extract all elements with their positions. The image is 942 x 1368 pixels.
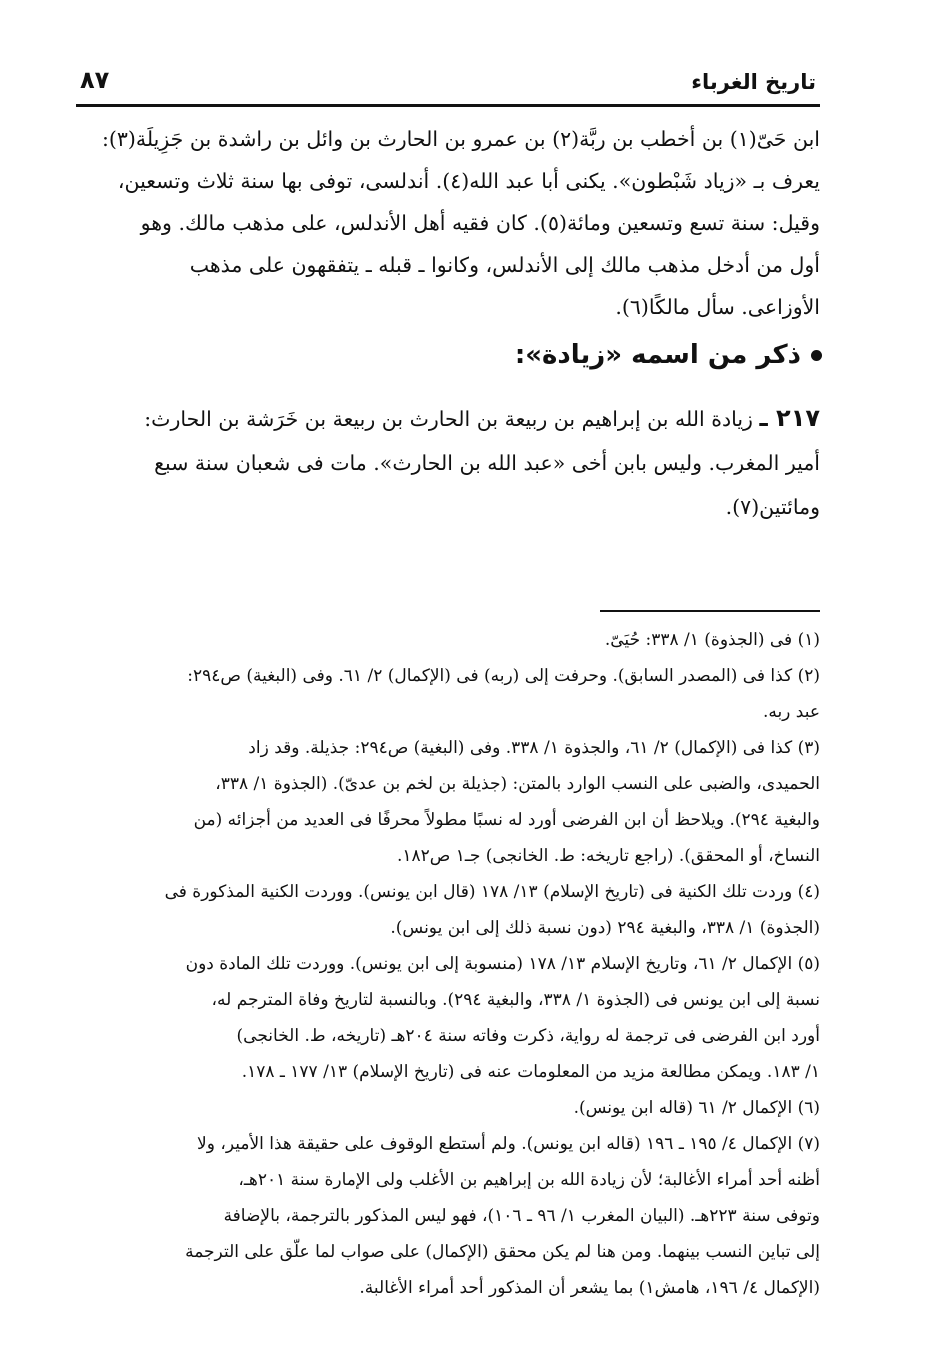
header-rule xyxy=(76,104,820,107)
footnote-line: عبد ربه. xyxy=(762,702,820,722)
body-line: يعرف بـ «زياد شَبْطون». يكنى أبا عبد الله(٤). أندلسى، توفى بها سنة ثلاث وتسعين، xyxy=(117,169,820,193)
footnote-line: (الإكمال ٤/ ١٩٦، هامش١) بما يشعر أن المذكور أحد أمراء الأغالبة. xyxy=(359,1278,820,1298)
footnote-line: وتوفى سنة ٢٢٣هـ. (البيان المغرب ١/ ٩٦ ـ ١٠٦)، فهو ليس المذكور بالترجمة، بالإضافة xyxy=(223,1206,820,1226)
body-line: الأوزاعى. سأل مالكًا(٦). xyxy=(615,295,820,319)
footnote-line: أورد ابن الفرضى فى ترجمة له رواية، ذكرت وفاته سنة ٢٠٤هـ (تاريخه، ط. الخانجى) xyxy=(236,1026,820,1046)
footnote-line: والبغية ٢٩٤). ويلاحظ أن ابن الفرضى أورد له نسبًا مطولاً محرفًا فى العديد من أجزائه (من xyxy=(193,810,820,830)
entry-line: أمير المغرب. وليس بابن أخى «عبد الله بن الحارث». مات فى شعبان سنة سبع xyxy=(154,451,820,475)
section-heading-text: ذكر من اسمه «زيادة»: xyxy=(514,340,801,370)
footnote-line: (٤) وردت تلك الكنية فى (تاريخ الإسلام) ١٣/ ١٧٨ (قال ابن يونس). ووردت الكنية المذكورة فى xyxy=(164,882,820,902)
body-line: أول من أدخل مذهب مالك إلى الأندلس، وكانوا ـ قبله ـ يتفقهون على مذهب xyxy=(189,253,820,277)
footnote-line: (الجذوة) ١/ ٣٣٨، والبغية ٢٩٤ (دون نسبة ذلك إلى ابن يونس). xyxy=(390,918,820,938)
footnote-line: الحميدى، والضبى على النسب الوارد بالمتن: (جذيلة بن لخم بن عدىّ). (الجذوة ١/ ٣٣٨، xyxy=(215,774,820,794)
bullet-dot-icon xyxy=(811,350,822,361)
footnote-line: نسبة إلى ابن يونس فى (الجذوة ١/ ٣٣٨، والبغية ٢٩٤). وبالنسبة لتاريخ وفاة المترجم له، xyxy=(211,990,820,1010)
footnote-line: (٧) الإكمال ٤/ ١٩٥ ـ ١٩٦ (قاله ابن يونس). ولم أستطع الوقوف على حقيقة هذا الأمير، ولا xyxy=(197,1134,820,1154)
running-header xyxy=(76,62,816,104)
footnote-line: (٣) كذا فى (الإكمال) ٢/ ٦١، والجذوة ١/ ٣٣٨. وفى (البغية) ص٢٩٤: جذيلة. وقد زاد xyxy=(248,738,820,758)
entry-line xyxy=(70,396,820,441)
footnote-4 xyxy=(80,874,820,946)
body-line: وقيل: سنة تسع وتسعين ومائة(٥). كان فقيه أهل الأندلس، على مذهب مالك. وهو xyxy=(140,211,820,235)
footnote-line: إلى تباين النسب بينهما. ومن هنا لم يكن محقق (الإكمال) على صواب لما علّق على الترجمة xyxy=(185,1242,820,1262)
footnote-line: (٦) الإكمال ٢/ ٦١ (قاله ابن يونس). xyxy=(573,1098,820,1118)
footnote-2 xyxy=(80,658,820,730)
footnote-line: ١/ ١٨٣. ويمكن مطالعة مزيد من المعلومات عنه فى (تاريخ الإسلام) ١٣/ ١٧٧ ـ ١٧٨. xyxy=(241,1062,820,1082)
footnote-line: (٢) كذا فى (المصدر السابق). وحرفت إلى (ربه) فى (الإكمال) ٢/ ٦١. وفى (البغية) ص٢٩٤: xyxy=(187,666,820,686)
footnote-line: (١) فى (الجذوة) ١/ ٣٣٨: حُيَىّ. xyxy=(604,630,820,650)
page-number: ٨٧ xyxy=(80,66,110,94)
section-heading xyxy=(515,340,822,370)
entry-line-text: زيادة الله بن إبراهيم بن ربيعة بن الحارث بن ربيعة بن خَرَشة بن الحارث: xyxy=(144,407,753,431)
footnote-line: النساخ، أو المحقق). (راجع تاريخه: ط. الخانجى) جـ١ ص١٨٢. xyxy=(396,846,820,866)
running-title: تاريخ الغرباء xyxy=(691,70,816,94)
entry-number: ٢١٧ ـ xyxy=(759,404,820,432)
footnote-5 xyxy=(80,946,820,1090)
entry-line: ومائتين(٧). xyxy=(725,495,820,519)
footnote-1 xyxy=(80,622,820,658)
footnote-7 xyxy=(80,1126,820,1306)
footnote-line: أظنه أحد أمراء الأغالبة؛ لأن زيادة الله بن إبراهيم بن الأغلب ولى الإمارة سنة ٢٠١هـ، xyxy=(238,1170,820,1190)
footnote-separator xyxy=(600,610,820,612)
footnote-line: (٥) الإكمال ٢/ ٦١، وتاريخ الإسلام ١٣/ ١٧٨ (منسوبة إلى ابن يونس). ووردت تلك المادة دون xyxy=(185,954,820,974)
main-text xyxy=(70,118,820,328)
body-line: ابن حَىّ(١) بن أخطب بن ربَّة(٢) بن عمرو بن الحارث بن وائل بن راشدة بن جَزِيلَة(٣): xyxy=(101,127,820,151)
footnotes xyxy=(80,622,820,1306)
footnote-6 xyxy=(80,1090,820,1126)
biography-entry xyxy=(70,396,820,529)
footnote-3 xyxy=(80,730,820,874)
